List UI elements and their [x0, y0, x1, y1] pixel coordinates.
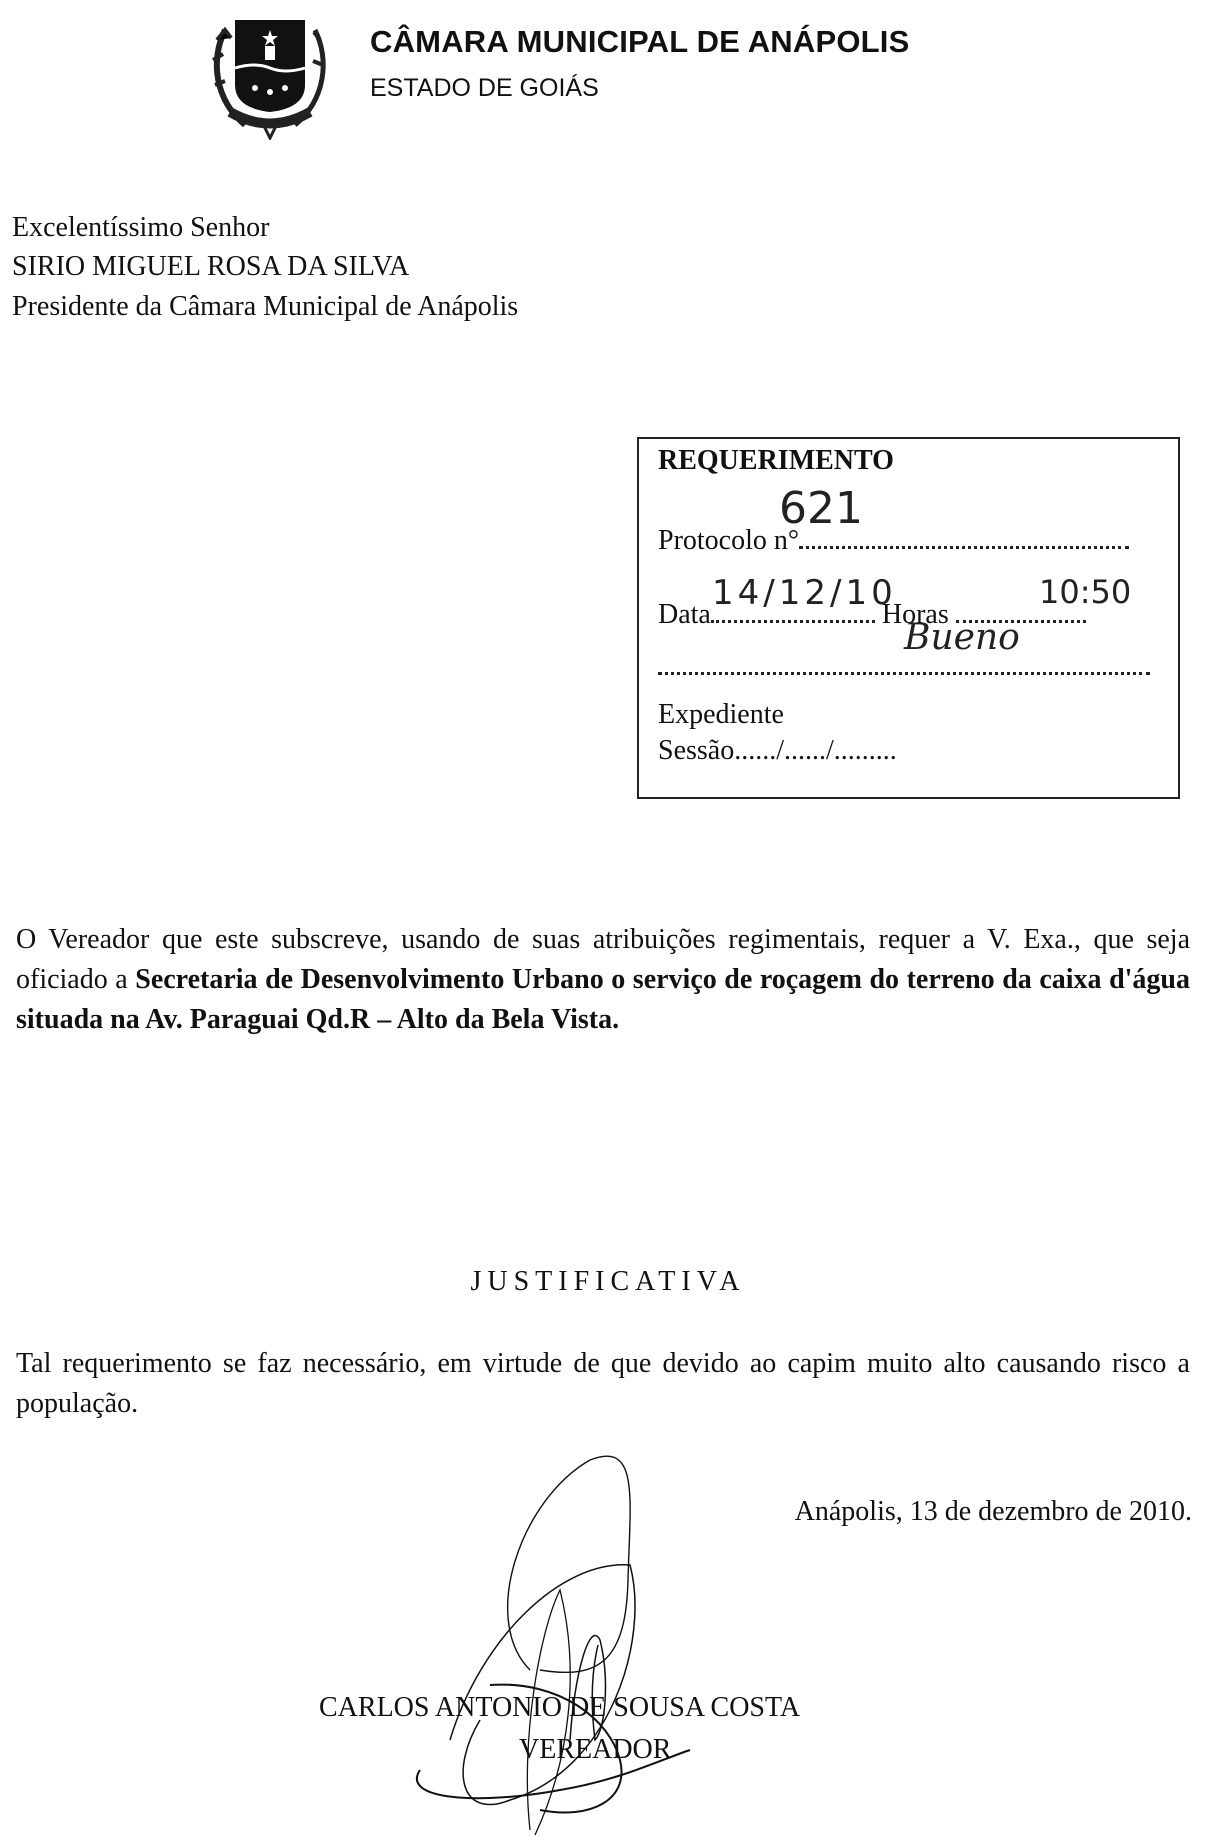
session-value: ....../....../.........: [734, 735, 897, 766]
signer-role: VEREADOR: [519, 1734, 672, 1765]
addressee-salutation: Excelentíssimo Senhor: [12, 212, 270, 243]
request-body: O Vereador que este subscreve, usando de suas atribuições regimentais, requer a V. Exa., que seja oficiado a Secretaria de Desenvolvimento Urbano o serviço de roçagem do terreno da caixa d'água situada na Av. Paraguai Qd.R – Alto da Bela Vista.: [16, 924, 1190, 1035]
date-handwritten: 14/12/10: [712, 573, 897, 613]
place-date: Anápolis, 13 de dezembro de 2010.: [794, 1496, 1192, 1527]
expediente-label: Expediente: [658, 699, 784, 730]
protocol-number-handwritten: 621: [779, 483, 863, 534]
protocol-stamp-box: [637, 437, 1180, 799]
protocol-label: Protocolo n°: [658, 525, 800, 556]
justification-text: Tal requerimento se faz necessário, em virtude de que devido ao capim muito alto causando risco a população.: [16, 1348, 1190, 1419]
date-label: Data: [658, 599, 711, 630]
hours-handwritten: 10:50: [1039, 573, 1132, 611]
session-label: Sessão: [658, 735, 735, 766]
municipal-coat-of-arms-logo: [205, 0, 335, 140]
handwritten-signature: [360, 1440, 820, 1840]
stamp-title: REQUERIMENTO: [658, 445, 894, 476]
receiver-signature: Bueno: [904, 617, 1020, 658]
institution-subtitle: ESTADO DE GOIÁS: [370, 74, 599, 102]
addressee-position: Presidente da Câmara Municipal de Anápolis: [12, 291, 519, 322]
justification-title: JUSTIFICATIVA: [470, 1266, 746, 1297]
institution-title: CÂMARA MUNICIPAL DE ANÁPOLIS: [370, 24, 910, 59]
request-subject: Secretaria de Desenvolvimento Urbano o serviço de roçagem do terreno da caixa d'água situada na Av. Paraguai Qd.R – Alto da Bela Vista.: [16, 964, 1190, 1035]
signer-name: CARLOS ANTONIO DE SOUSA COSTA: [319, 1692, 801, 1723]
hours-label: Horas: [881, 599, 949, 630]
addressee-name: SIRIO MIGUEL ROSA DA SILVA: [12, 251, 410, 282]
